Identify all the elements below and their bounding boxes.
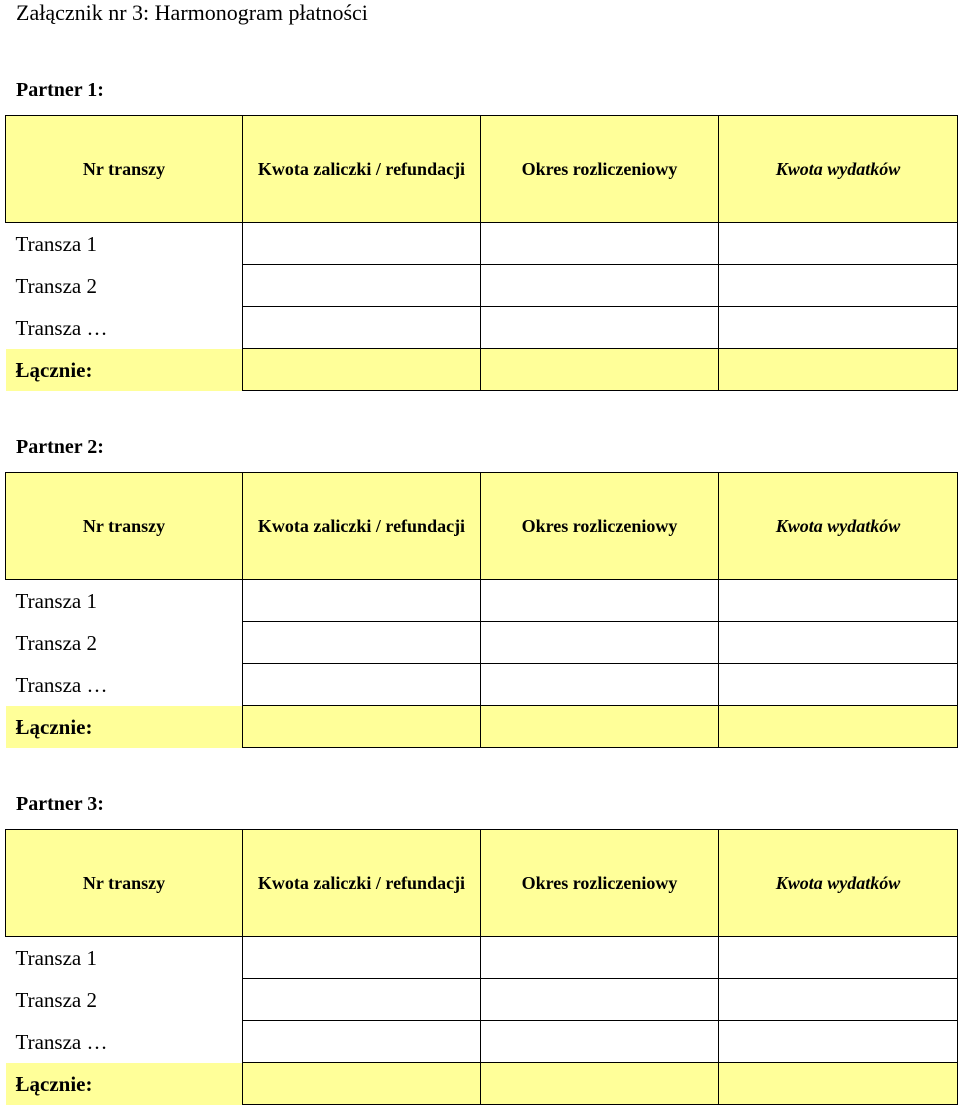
advance-amount-cell[interactable]: [243, 1021, 481, 1063]
expenditure-amount-cell[interactable]: [719, 979, 958, 1021]
settlement-period-cell[interactable]: [481, 223, 719, 265]
total-row: [6, 706, 958, 748]
settlement-period-cell[interactable]: [481, 937, 719, 979]
tranche-label: Transza 2: [6, 265, 243, 307]
expenditure-amount-cell[interactable]: [719, 265, 958, 307]
advance-amount-cell[interactable]: [243, 307, 481, 349]
advance-amount-cell[interactable]: [243, 622, 481, 664]
settlement-period-cell[interactable]: [481, 1021, 719, 1063]
partner-label: Partner 1:: [16, 79, 104, 101]
settlement-period-total-cell[interactable]: [481, 349, 719, 391]
tranche-label: Transza 1: [6, 223, 243, 265]
payment-schedule-table: [5, 829, 958, 1105]
settlement-period-total-cell[interactable]: [481, 1063, 719, 1105]
expenditure-amount-total-cell[interactable]: [719, 706, 958, 748]
expenditure-amount-cell[interactable]: [719, 223, 958, 265]
table-header-row: [6, 830, 958, 937]
table-row: [6, 979, 958, 1021]
advance-amount-cell[interactable]: [243, 265, 481, 307]
payment-schedule-table: [5, 472, 958, 748]
expenditure-amount-cell[interactable]: [719, 664, 958, 706]
expenditure-amount-cell[interactable]: [719, 937, 958, 979]
settlement-period-cell[interactable]: [481, 307, 719, 349]
header-tranche-number: Nr transzy: [6, 830, 243, 937]
header-expenditure-amount: Kwota wydatków: [719, 116, 958, 223]
total-label: Łącznie:: [6, 706, 243, 748]
partner-label: Partner 2:: [16, 436, 104, 458]
tranche-label: Transza 2: [6, 979, 243, 1021]
advance-amount-cell[interactable]: [243, 580, 481, 622]
total-row: [6, 1063, 958, 1105]
table-row: [6, 307, 958, 349]
total-label: Łącznie:: [6, 1063, 243, 1105]
settlement-period-cell[interactable]: [481, 664, 719, 706]
expenditure-amount-total-cell[interactable]: [719, 349, 958, 391]
header-settlement-period: Okres rozliczeniowy: [481, 116, 719, 223]
advance-amount-total-cell[interactable]: [243, 706, 481, 748]
header-advance-amount: Kwota zaliczki / refundacji: [243, 830, 481, 937]
table-row: [6, 580, 958, 622]
settlement-period-cell[interactable]: [481, 580, 719, 622]
header-advance-amount: Kwota zaliczki / refundacji: [243, 473, 481, 580]
header-settlement-period: Okres rozliczeniowy: [481, 473, 719, 580]
total-row: [6, 349, 958, 391]
settlement-period-cell[interactable]: [481, 622, 719, 664]
settlement-period-cell[interactable]: [481, 979, 719, 1021]
advance-amount-cell[interactable]: [243, 664, 481, 706]
table-header-row: [6, 473, 958, 580]
header-expenditure-amount: Kwota wydatków: [719, 830, 958, 937]
advance-amount-cell[interactable]: [243, 223, 481, 265]
tranche-label: Transza 2: [6, 622, 243, 664]
expenditure-amount-cell[interactable]: [719, 622, 958, 664]
tranche-label: Transza 1: [6, 580, 243, 622]
expenditure-amount-cell[interactable]: [719, 1021, 958, 1063]
payment-schedule-table: [5, 115, 958, 391]
advance-amount-cell[interactable]: [243, 937, 481, 979]
header-settlement-period: Okres rozliczeniowy: [481, 830, 719, 937]
header-advance-amount: Kwota zaliczki / refundacji: [243, 116, 481, 223]
header-tranche-number: Nr transzy: [6, 473, 243, 580]
expenditure-amount-cell[interactable]: [719, 580, 958, 622]
advance-amount-cell[interactable]: [243, 979, 481, 1021]
header-expenditure-amount: Kwota wydatków: [719, 473, 958, 580]
tranche-label: Transza …: [6, 664, 243, 706]
partner-label: Partner 3:: [16, 793, 104, 815]
total-label: Łącznie:: [6, 349, 243, 391]
settlement-period-total-cell[interactable]: [481, 706, 719, 748]
expenditure-amount-cell[interactable]: [719, 307, 958, 349]
table-row: [6, 223, 958, 265]
tranche-label: Transza 1: [6, 937, 243, 979]
tranche-label: Transza …: [6, 307, 243, 349]
expenditure-amount-total-cell[interactable]: [719, 1063, 958, 1105]
tranche-label: Transza …: [6, 1021, 243, 1063]
table-row: [6, 622, 958, 664]
advance-amount-total-cell[interactable]: [243, 349, 481, 391]
table-row: [6, 937, 958, 979]
table-row: [6, 1021, 958, 1063]
document-title: Załącznik nr 3: Harmonogram płatności: [16, 0, 368, 25]
settlement-period-cell[interactable]: [481, 265, 719, 307]
table-row: [6, 664, 958, 706]
table-row: [6, 265, 958, 307]
advance-amount-total-cell[interactable]: [243, 1063, 481, 1105]
header-tranche-number: Nr transzy: [6, 116, 243, 223]
table-header-row: [6, 116, 958, 223]
